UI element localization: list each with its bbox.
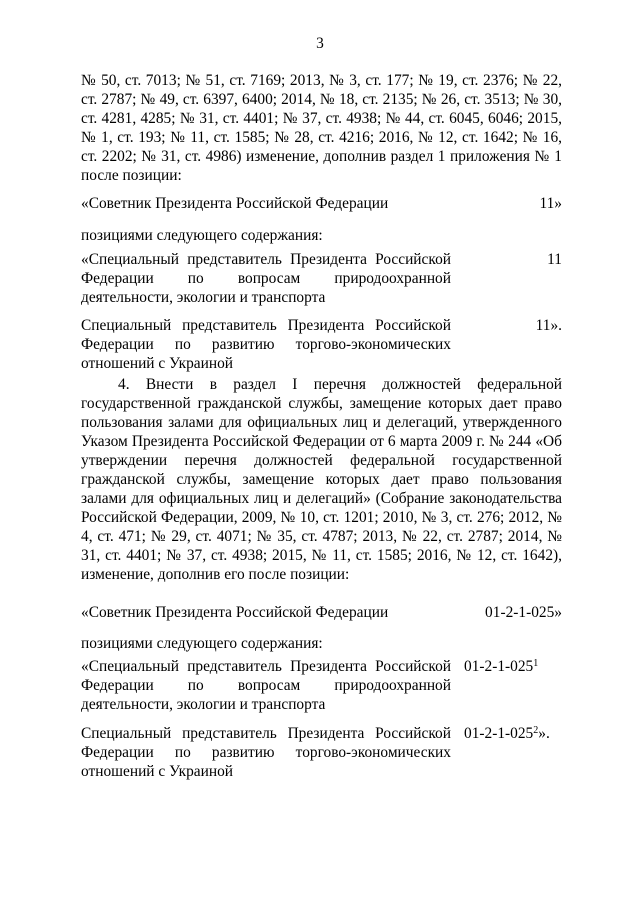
position-code: 11 — [547, 251, 562, 268]
page-number: 3 — [316, 35, 324, 52]
position-entry — [81, 194, 562, 213]
position-entry — [81, 657, 562, 714]
position-title: «Советник Президента Российской Федерации — [81, 604, 389, 621]
position-code: 01-2-1-025» — [485, 604, 562, 621]
position-title: Специальный представитель Президента Российской Федерации по развитию торгово-экономических отношений с Украиной — [81, 725, 451, 780]
position-code-suffix: ». — [538, 725, 550, 742]
position-code: 11» — [539, 195, 562, 212]
position-title: «Советник Президента Российской Федерации — [81, 195, 389, 212]
position-entry — [81, 724, 562, 781]
position-entry — [81, 316, 562, 373]
position-code-number: 01-2-1-025 — [464, 725, 534, 742]
position-code: 11». — [535, 317, 562, 334]
lead-text: позициями следующего содержания: — [81, 227, 323, 244]
position-code-sup: 1 — [533, 658, 539, 669]
paragraph-4: 4. Внести в раздел I перечня должностей федеральной государственной гражданской службы, замещение которых дает право пользования залами для официальных лиц и делегаций, утвержденного Указом Президента Российской Федерации от 6 марта 2009 г. № 244 «Об утверждении перечня должностей федеральной государственной гражданской службы, замещение которых дает право пользования залами для официальных лиц и делегаций» (Собрание законодательства Российской Федерации, 2009, № 10, ст. 1201; 2010, № 3, ст. 276; 2012, № 4, ст. 471; № 29, ст. 4071; № 35, ст. 4787; 2013, № 22, ст. 2787; 2014, № 31, ст. 4401; № 37, ст. 4938; 2015, № 11, ст. 1585; 2016, № 12, ст. 1642), изменение, дополнив его после позиции: — [81, 376, 562, 583]
position-code-number: 01-2-1-025 — [464, 658, 534, 675]
position-code — [464, 724, 550, 743]
position-entry — [81, 603, 562, 622]
position-title: Специальный представитель Президента Российской Федерации по развитию торгово-экономических отношений с Украиной — [81, 317, 451, 372]
lead-text: позициями следующего содержания: — [81, 635, 323, 652]
position-code — [464, 657, 538, 676]
position-title: «Специальный представитель Президента Российской Федерации по вопросам природоохранной деятельности, экологии и транспорта — [81, 658, 451, 713]
paragraph-continuation: № 50, ст. 7013; № 51, ст. 7169; 2013, № 3, ст. 177; № 19, ст. 2376; № 22, ст. 2787; № 49, ст. 6397, 6400; 2014, № 18, ст. 2135; № 26, ст. 3513; № 30, ст. 4281, 4285; № 31, ст. 4401; № 37, ст. 4938; № 44, ст. 6045, 6046; 2015, № 1, ст. 193; № 11, ст. 1585; № 28, ст. 4216; 2016, № 12, ст. 1642; № 16, ст. 2202; № 31, ст. 4986) изменение, дополнив раздел 1 приложения № 1 после позиции: — [81, 72, 562, 184]
position-code-sup: 2 — [533, 725, 539, 736]
position-entry — [81, 250, 562, 307]
position-title: «Специальный представитель Президента Российской Федерации по вопросам природоохранной деятельности, экологии и транспорта — [81, 251, 451, 306]
